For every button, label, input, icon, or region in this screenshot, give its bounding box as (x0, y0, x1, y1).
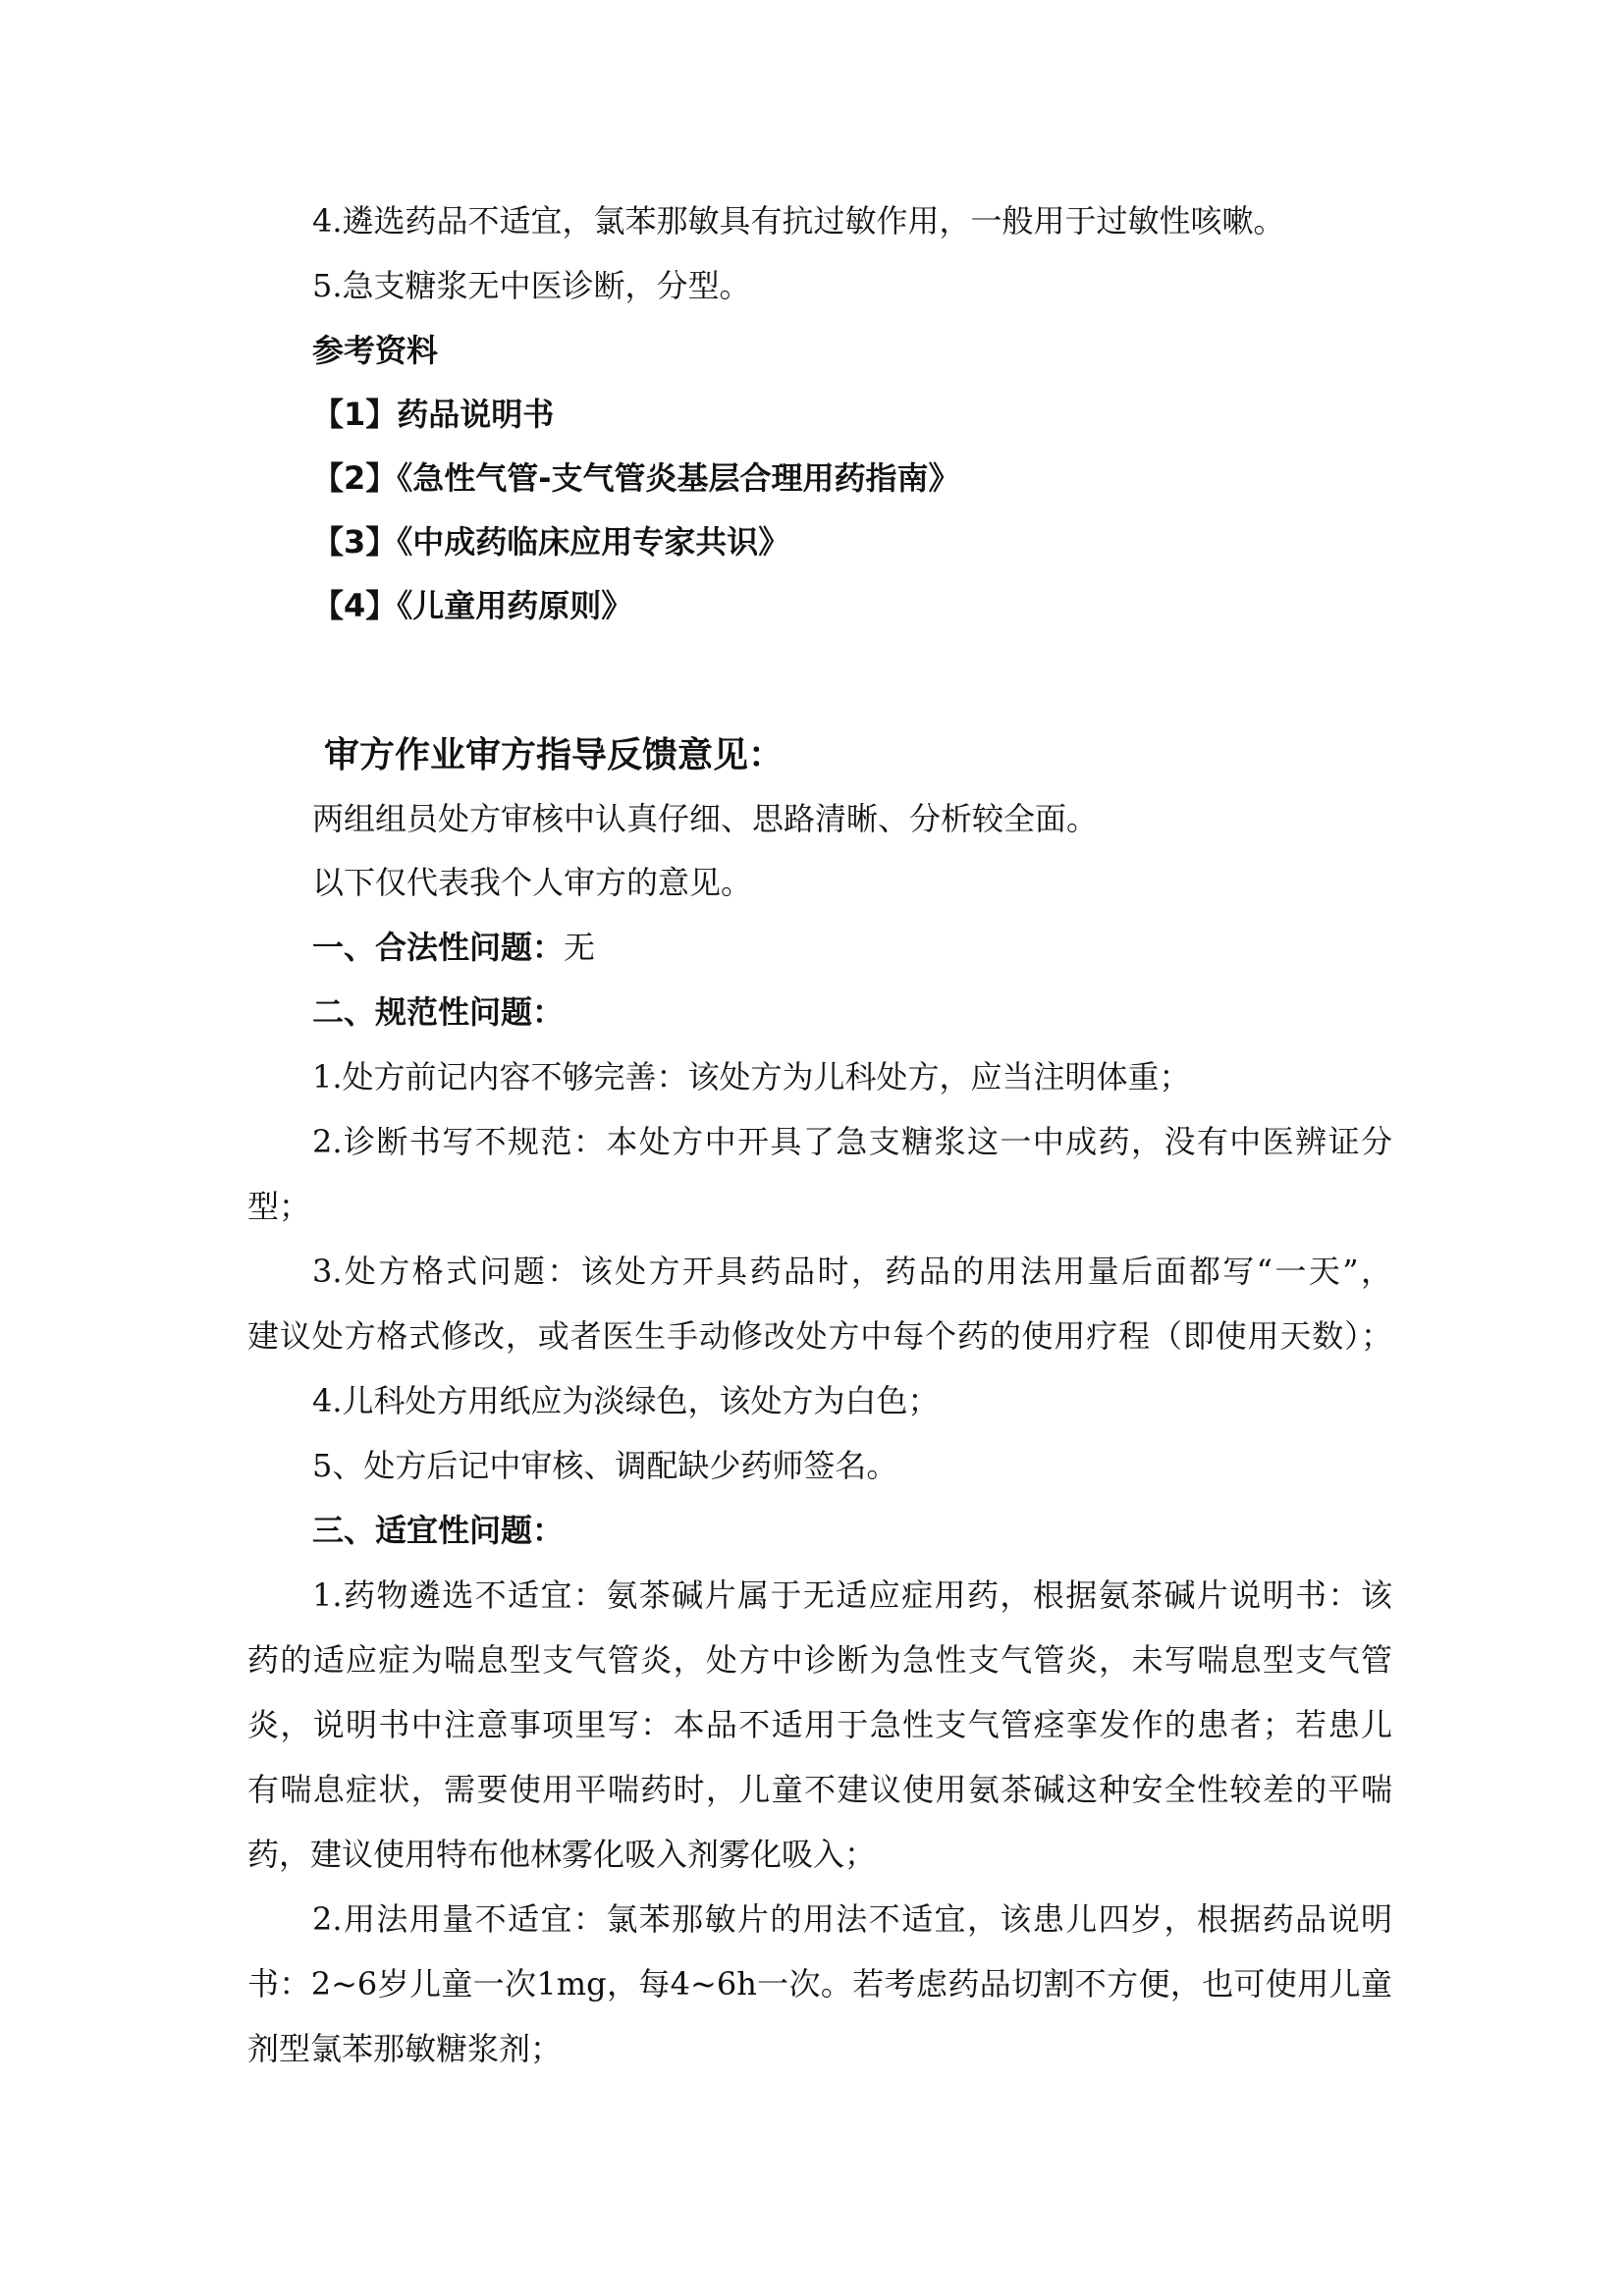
suitability-item-2-line1: 2.用法用量不适宜：氯苯那敏片的用法不适宜，该患儿四岁，根据药品说明 (312, 1900, 1392, 1938)
references-heading: 参考资料 (312, 332, 439, 369)
legality-heading: 一、合法性问题： (312, 929, 565, 966)
legality-value: 无 (564, 929, 596, 966)
suitability-item-2-line2: 书：2~6岁儿童一次1mg，每4~6h一次。若考虑药品切割不方便，也可使用儿童 (247, 1965, 1392, 2002)
list-item-5: 5.急支糖浆无中医诊断，分型。 (312, 267, 751, 304)
legality-section (312, 915, 1392, 980)
reference-item-3: 【3】《中成药临床应用专家共识》 (312, 523, 790, 561)
standard-item-2-line1: 2.诊断书写不规范：本处方中开具了急支糖浆这一中成药，没有中医辨证分 (312, 1123, 1392, 1160)
intro-line-2: 以下仅代表我个人审方的意见。 (312, 864, 753, 901)
standard-heading: 二、规范性问题： (312, 993, 565, 1031)
standard-item-5: 5、处方后记中审核、调配缺少药师签名。 (312, 1447, 898, 1484)
standard-item-3-line1: 3.处方格式问题：该处方开具药品时，药品的用法用量后面都写“一天”， (312, 1253, 1392, 1290)
suitability-heading: 三、适宜性问题： (312, 1512, 565, 1549)
intro-line-1: 两组组员处方审核中认真仔细、思路清晰、分析较全面。 (312, 800, 1099, 837)
feedback-title: 审方作业审方指导反馈意见： (324, 735, 785, 775)
reference-item-4: 【4】《儿童用药原则》 (312, 587, 633, 624)
suitability-item-2-line3: 剂型氯苯那敏糖浆剂； (247, 2030, 563, 2067)
standard-item-1: 1.处方前记内容不够完善：该处方为儿科处方，应当注明体重； (312, 1058, 1191, 1095)
reference-item-2: 【2】《急性气管-支气管炎基层合理用药指南》 (312, 459, 960, 497)
standard-item-4: 4.儿科处方用纸应为淡绿色，该处方为白色； (312, 1382, 940, 1419)
list-item-4: 4.遴选药品不适宜，氯苯那敏具有抗过敏作用，一般用于过敏性咳嗽。 (312, 202, 1285, 240)
suitability-item-1-line2: 药的适应症为喘息型支气管炎，处方中诊断为急性支气管炎，未写喘息型支气管 (247, 1641, 1392, 1679)
standard-item-3-line2: 建议处方格式修改，或者医生手动修改处方中每个药的使用疗程（即使用天数）； (247, 1317, 1392, 1355)
suitability-item-1-line5: 药，建议使用特布他林雾化吸入剂雾化吸入； (247, 1836, 877, 1873)
suitability-item-1-line1: 1.药物遴选不适宜：氨茶碱片属于无适应症用药，根据氨茶碱片说明书：该 (312, 1576, 1392, 1614)
suitability-item-1-line4: 有喘息症状，需要使用平喘药时，儿童不建议使用氨茶碱这种安全性较差的平喘 (247, 1771, 1392, 1808)
standard-item-2-line2: 型； (247, 1188, 311, 1225)
suitability-item-1-line3: 炎，说明书中注意事项里写：本品不适用于急性支气管痉挛发作的患者；若患儿 (247, 1706, 1392, 1743)
reference-item-1: 【1】药品说明书 (312, 396, 555, 433)
